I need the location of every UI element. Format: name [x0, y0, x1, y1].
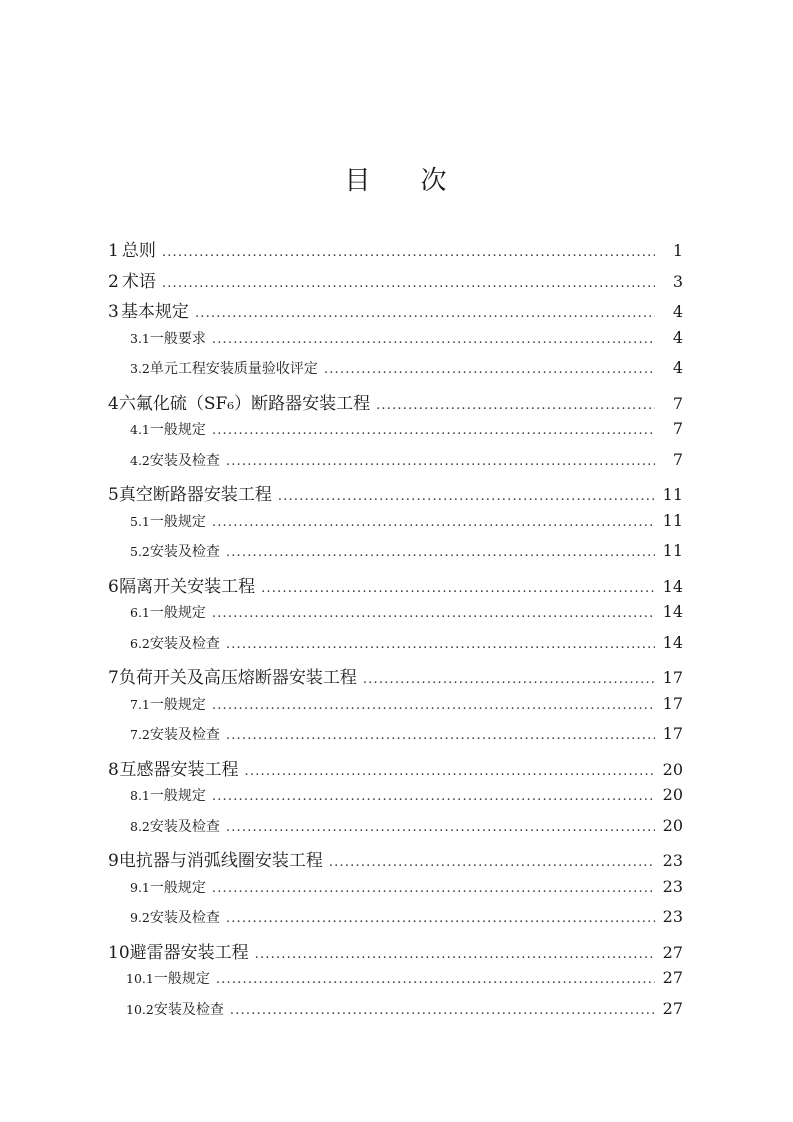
toc-number: 3.1 [130, 330, 150, 346]
toc-leader [212, 515, 655, 530]
toc-number: 8.2 [130, 818, 150, 834]
toc-leader [363, 672, 655, 687]
toc-page: 27 [662, 998, 683, 1018]
toc-subentry[interactable] [108, 602, 683, 633]
toc-entry[interactable] [108, 846, 683, 877]
toc-number: 2 [108, 271, 119, 292]
toc-number: 7.2 [130, 727, 150, 742]
toc-number: 5 [108, 485, 119, 505]
toc-entry[interactable] [108, 267, 683, 298]
toc-label: 术语 [121, 271, 156, 292]
toc-number: 4.1 [130, 422, 150, 437]
toc-page: 23 [662, 907, 683, 926]
toc-page: 20 [662, 785, 683, 804]
toc-entry[interactable] [108, 572, 683, 603]
toc-subentry[interactable] [108, 785, 683, 816]
toc-entry[interactable] [108, 297, 683, 328]
toc-page: 7 [672, 419, 683, 438]
toc-number: 5.1 [130, 513, 150, 529]
toc-page: 17 [662, 724, 683, 743]
toc-label: 一般规定 [149, 879, 206, 896]
toc-entry[interactable] [108, 480, 683, 511]
toc-page: 14 [662, 602, 683, 621]
toc-page: 17 [662, 693, 683, 713]
toc-label: 一般规定 [149, 696, 206, 713]
toc-leader [245, 764, 655, 779]
toc-label: 一般规定 [149, 788, 206, 804]
toc-label: 安装及检查 [153, 1001, 224, 1018]
toc-number: 3.2 [130, 361, 150, 376]
toc-page: 7 [672, 449, 683, 469]
title-char-1: 目 [344, 166, 373, 196]
toc-number: 1 [108, 241, 119, 261]
toc-page: 11 [662, 510, 683, 530]
toc-label: 基本规定 [120, 302, 189, 322]
toc-number: 9.1 [130, 879, 150, 895]
toc-leader [255, 947, 655, 962]
toc-page: 23 [662, 876, 683, 896]
toc-leader [212, 789, 655, 804]
toc-label: 电抗器与消弧线圈安装工程 [118, 851, 323, 871]
toc-label: 单元工程安装质量验收评定 [149, 361, 318, 377]
toc-leader [376, 398, 655, 413]
table-of-contents [108, 236, 683, 1029]
toc-label: 安装及检查 [149, 544, 220, 560]
toc-label: 真空断路器安装工程 [118, 485, 272, 505]
toc-page: 20 [662, 815, 683, 835]
toc-page: 4 [672, 358, 683, 377]
toc-subentry[interactable] [108, 358, 683, 389]
toc-leader [230, 1003, 655, 1018]
toc-number: 5.2 [130, 544, 150, 559]
toc-entry[interactable] [108, 236, 683, 267]
toc-subentry[interactable] [108, 877, 683, 908]
toc-leader [226, 911, 655, 926]
toc-leader [212, 881, 655, 896]
toc-subentry[interactable] [108, 541, 683, 572]
toc-page: 20 [662, 759, 683, 779]
toc-leader [324, 362, 655, 377]
toc-label: 负荷开关及高压熔断器安装工程 [118, 668, 357, 688]
toc-label: 一般规定 [149, 513, 206, 530]
toc-number: 9.2 [130, 910, 150, 925]
toc-number: 6 [108, 576, 119, 597]
toc-leader [329, 855, 655, 870]
toc-number: 9 [108, 851, 119, 871]
toc-label: 隔离开关安装工程 [119, 576, 256, 597]
toc-leader [226, 728, 655, 743]
toc-entry[interactable] [108, 663, 683, 694]
toc-number: 3 [108, 302, 119, 322]
toc-number: 4.2 [130, 452, 150, 468]
toc-number: 6.1 [130, 605, 150, 620]
toc-label: 避雷器安装工程 [129, 942, 249, 963]
toc-number: 10.1 [126, 971, 154, 986]
toc-subentry[interactable] [108, 419, 683, 450]
toc-number: 6.2 [130, 635, 150, 651]
toc-subentry[interactable] [108, 328, 683, 359]
toc-leader [216, 972, 655, 987]
toc-page: 4 [672, 327, 683, 347]
toc-leader [226, 545, 655, 560]
toc-page: 11 [662, 541, 683, 560]
toc-subentry[interactable] [108, 450, 683, 481]
toc-label: 安装及检查 [149, 910, 220, 926]
title-char-2: 次 [420, 166, 449, 196]
toc-page: 4 [672, 302, 683, 321]
toc-page: 27 [662, 968, 683, 987]
toc-number: 7 [108, 668, 119, 688]
toc-subentry[interactable] [108, 633, 683, 664]
toc-entry[interactable] [108, 389, 683, 420]
toc-number: 4 [108, 393, 119, 414]
toc-leader [195, 306, 655, 321]
toc-number: 10.2 [126, 1001, 154, 1017]
toc-subentry[interactable] [108, 907, 683, 938]
toc-number: 10 [108, 942, 130, 963]
toc-label: 安装及检查 [149, 818, 220, 835]
page-title [0, 160, 793, 197]
toc-leader [212, 606, 655, 621]
toc-entry[interactable] [108, 938, 683, 969]
toc-page: 23 [662, 851, 683, 870]
toc-label: 安装及检查 [149, 452, 220, 469]
toc-label: 一般规定 [149, 422, 206, 438]
toc-number: 8 [108, 759, 119, 780]
toc-page: 14 [662, 632, 683, 652]
toc-subentry[interactable] [108, 968, 683, 999]
toc-number: 7.1 [130, 696, 150, 712]
toc-page: 27 [662, 942, 683, 962]
toc-label: 安装及检查 [149, 635, 220, 652]
toc-leader [212, 332, 655, 347]
toc-label: 一般规定 [153, 971, 210, 987]
toc-leader [261, 581, 655, 596]
toc-subentry[interactable] [108, 511, 683, 542]
toc-page: 7 [672, 393, 683, 413]
toc-entry[interactable] [108, 755, 683, 786]
toc-leader [162, 276, 655, 291]
toc-page: 3 [672, 271, 683, 291]
toc-label: 互感器安装工程 [119, 759, 239, 780]
toc-label: 一般要求 [149, 330, 206, 347]
toc-subentry[interactable] [108, 816, 683, 847]
toc-subentry[interactable] [108, 999, 683, 1030]
toc-leader [162, 245, 655, 260]
toc-leader [212, 698, 655, 713]
toc-label: 安装及检查 [149, 727, 220, 743]
toc-leader [226, 637, 655, 652]
toc-subentry[interactable] [108, 724, 683, 755]
toc-leader [226, 820, 655, 835]
toc-label: 一般规定 [149, 605, 206, 621]
toc-leader [226, 454, 655, 469]
toc-leader [278, 489, 655, 504]
toc-number: 8.1 [130, 788, 150, 803]
toc-leader [212, 423, 655, 438]
toc-label: 六氟化硫（SF₆）断路器安装工程 [118, 393, 371, 414]
toc-page: 11 [662, 485, 683, 504]
toc-page: 1 [672, 241, 683, 260]
toc-label: 总则 [121, 241, 156, 261]
toc-page: 17 [662, 668, 683, 687]
toc-subentry[interactable] [108, 694, 683, 725]
toc-page: 14 [662, 576, 683, 596]
